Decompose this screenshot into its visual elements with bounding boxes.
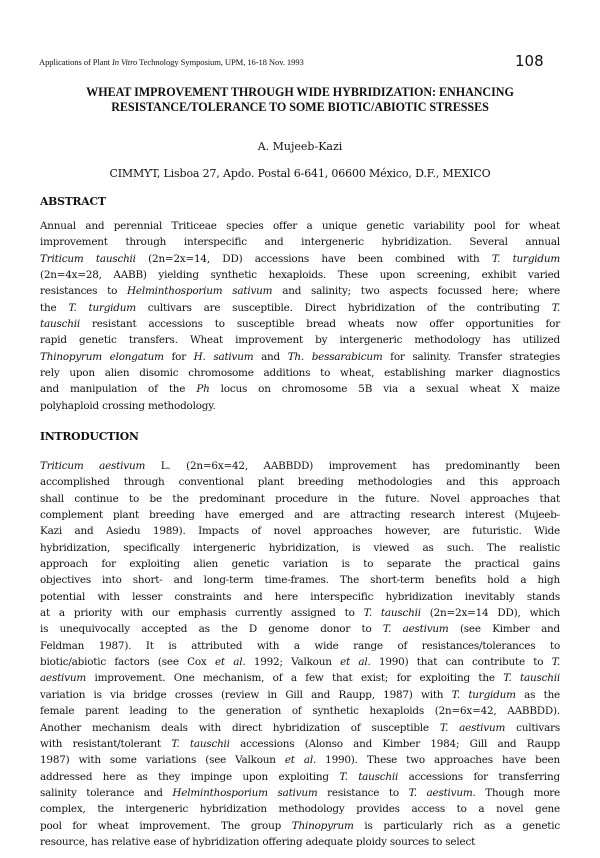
italic-run: T. tauschii	[339, 770, 399, 783]
text-line	[40, 556, 560, 572]
abstract-heading: ABSTRACT	[40, 195, 106, 208]
text-run: Kazi and Asiedu 1989). Impacts of novel approaches however, are futuristic. Wide	[40, 525, 560, 538]
text-run: 1987) with some variations (see Valkoun	[40, 754, 285, 767]
text-line	[40, 300, 560, 316]
text-line	[40, 654, 560, 670]
text-run: rapid genetic transfers. Wheat improvement by intergeneric methodology has utilized	[40, 334, 560, 347]
text-line	[40, 785, 560, 801]
italic-run: Helminthosporium sativum	[172, 786, 318, 799]
italic-run: Helminthosporium sativum	[127, 285, 273, 298]
text-line	[40, 589, 560, 605]
text-run: and salinity; two aspects focussed here; where	[272, 285, 560, 298]
text-run: resistance to	[317, 786, 409, 799]
text-run: complex, the intergeneric hybridization methodology provides access to a novel gene	[40, 803, 560, 816]
running-head-italic: In Vitro	[112, 57, 138, 67]
affiliation: CIMMYT, Lisboa 27, Apdo. Postal 6-641, 06600 México, D.F., MEXICO	[109, 167, 491, 180]
italic-run: T. aestivum	[382, 623, 449, 636]
text-run: and manipulation of the	[40, 383, 197, 396]
text-run: salinity tolerance and	[40, 786, 173, 799]
text-run: for	[163, 350, 194, 363]
text-line	[40, 381, 560, 397]
italic-run: T.	[551, 301, 560, 314]
text-line	[40, 720, 560, 736]
italic-run: T. turgidum	[451, 688, 516, 701]
text-run: (2n=2x=14 DD), which	[420, 607, 561, 620]
text-run: accessions (Alonso and Kimber 1984; Gill and Raupp	[229, 737, 560, 750]
text-run: . 1992; Valkoun	[242, 656, 341, 669]
text-line	[40, 801, 560, 817]
introduction-heading: INTRODUCTION	[40, 430, 139, 443]
text-line	[40, 365, 560, 381]
text-line	[40, 834, 560, 850]
italic-run: et al	[284, 754, 313, 767]
text-run: variation is via bridge crosses (review in Gill and Raupp, 1987) with	[40, 688, 452, 701]
introduction-body	[40, 458, 560, 850]
italic-run: T. turgidum	[491, 252, 560, 265]
text-run: for salinity. Transfer strategies	[382, 350, 560, 363]
italic-run: et al	[340, 656, 368, 669]
text-line	[40, 349, 560, 365]
text-run: cultivars	[505, 721, 560, 734]
text-run: addressed here as they impinge upon exploiting	[40, 770, 340, 783]
author: A. Mujeeb-Kazi	[257, 140, 343, 153]
italic-run: T. tauschii	[171, 737, 230, 750]
text-run: . 1990). These two approaches have been	[312, 754, 560, 767]
text-line	[40, 670, 560, 686]
text-line	[40, 752, 560, 768]
text-line	[40, 332, 560, 348]
text-line	[40, 251, 560, 267]
text-line	[40, 316, 560, 332]
text-run: (2n=2x=14, DD) accessions have been combined with	[135, 252, 492, 265]
text-run: at a priority with our emphasis currently assigned to	[40, 607, 364, 620]
text-line	[40, 687, 560, 703]
text-run: is particularly rich as a genetic	[353, 819, 560, 832]
text-run: . 1990) that can contribute to	[367, 656, 552, 669]
text-run: L. (2n=6x=42, AABBDD) improvement has predominantly been	[145, 460, 561, 472]
title-line: WHEAT IMPROVEMENT THROUGH WIDE HYBRIDIZATION: ENHANCING	[86, 85, 514, 99]
text-run: biotic/abiotic factors (see Cox	[40, 656, 215, 669]
text-line	[40, 605, 560, 621]
text-run: shall continue to be the predominant procedure in the future. Novel approaches that	[40, 492, 560, 505]
text-run: Another mechanism deals with direct hybridization of susceptible	[40, 721, 440, 734]
italic-run: T. tauschii	[503, 672, 560, 685]
text-line	[40, 491, 560, 507]
italic-run: tauschii	[40, 318, 80, 331]
text-line	[40, 218, 560, 234]
running-head	[39, 57, 304, 67]
text-run: rely upon alien disomic chromosome additions to wheat, establishing marker diagnostics	[40, 367, 560, 380]
italic-run: Thinopyrum elongatum	[40, 350, 164, 363]
italic-run: Triticum aestivum	[40, 460, 146, 472]
text-run: the	[40, 301, 69, 314]
text-line	[40, 474, 560, 490]
text-run: improvement through interspecific and intergeneric hybridization. Several annual	[40, 236, 560, 249]
italic-run: Thinopyrum	[291, 819, 354, 832]
italic-run: Ph	[196, 383, 210, 396]
text-run: objectives into short- and long-term time-frames. The short-term benefits hold a high	[40, 574, 560, 587]
text-run: accomplished through conventional plant breeding methodologies and this approach	[40, 476, 560, 489]
text-run: Feldman 1987). It is attributed with a wide range of resistances/tolerances to	[40, 639, 560, 652]
text-run: potential with lesser constraints and here interspecific hybridization inevitably stands	[40, 590, 560, 603]
text-line	[40, 267, 560, 283]
italic-run: T. aestivum	[408, 786, 473, 799]
text-line	[40, 234, 560, 250]
text-line	[40, 283, 560, 299]
text-run: locus on chromosome 5B via a sexual wheat X maize	[209, 383, 560, 396]
text-line	[40, 398, 560, 414]
text-run: hybridization, specifically intergeneric hybridization, is viewed as such. The realistic	[40, 541, 560, 554]
text-run: as the	[515, 688, 561, 701]
running-head-suffix: Technology Symposium, UPM, 16-18 Nov. 1993	[137, 57, 304, 67]
text-run: polyhaploid crossing methodology.	[40, 399, 216, 412]
text-run: is unequivocally accepted as the D genome donor to	[40, 623, 383, 636]
text-run: female parent leading to the generation of synthetic hexaploids (2n=6x=42, AABBDD).	[40, 705, 560, 718]
text-run: with resistant/tolerant	[40, 737, 172, 750]
text-line	[40, 540, 560, 556]
italic-run: aestivum	[40, 672, 86, 685]
italic-run: T.	[551, 656, 560, 669]
text-run: pool for wheat improvement. The group	[40, 819, 292, 832]
italic-run: Th. bessarabicum	[287, 350, 383, 363]
italic-run: T. aestivum	[439, 721, 506, 734]
italic-run: H. sativum	[193, 350, 254, 363]
italic-run: T. turgidum	[68, 301, 136, 314]
text-line	[40, 507, 560, 523]
text-run: Annual and perennial Triticeae species offer a unique genetic variability pool for wheat	[40, 220, 560, 232]
text-line	[40, 621, 560, 637]
text-run: complement plant breeding have emerged and are attracting research interest (Mujeeb-	[40, 509, 560, 522]
text-run: improvement. One mechanism, of a few that exist; for exploiting the	[86, 672, 504, 685]
text-line	[40, 769, 560, 785]
page-number: 108	[515, 52, 544, 70]
text-run: . Though more	[472, 786, 561, 799]
text-line	[40, 638, 560, 654]
text-run: cultivars are susceptible. Direct hybridization of the contributing	[135, 301, 552, 314]
text-line	[40, 458, 560, 474]
text-run: resistant accessions to susceptible bread wheats now offer opportunities for	[79, 318, 560, 331]
text-line	[40, 523, 560, 539]
title-line: RESISTANCE/TOLERANCE TO SOME BIOTIC/ABIOTIC STRESSES	[111, 100, 489, 114]
italic-run: T. tauschii	[363, 607, 421, 620]
text-run: (2n=4x=28, AABB) yielding synthetic hexaploids. These upon screening, exhibit varied	[40, 269, 560, 282]
text-run: accessions for transferring	[398, 770, 560, 783]
text-run: approach for exploiting alien genetic variation is to separate the practical gains	[40, 558, 560, 571]
text-line	[40, 703, 560, 719]
text-line	[40, 736, 560, 752]
text-run: resource, has relative ease of hybridization offering adequate ploidy sources to select	[40, 835, 476, 848]
abstract-body	[40, 218, 560, 414]
text-line	[40, 818, 560, 834]
italic-run: Triticum tauschii	[40, 252, 136, 265]
running-head-prefix: Applications of Plant	[39, 57, 112, 67]
text-line	[40, 572, 560, 588]
paper-title	[40, 85, 560, 115]
text-run: resistances to	[40, 285, 128, 298]
italic-run: et al	[214, 656, 243, 669]
text-run: (see Kimber and	[448, 623, 561, 636]
text-run: and	[253, 350, 288, 363]
